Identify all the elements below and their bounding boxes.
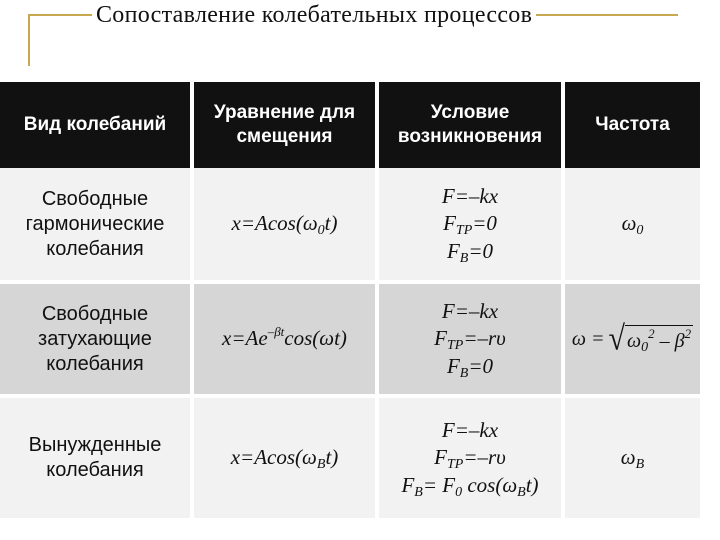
table-header-row xyxy=(0,82,700,168)
condition-external-force: $F_B=0$ xyxy=(446,238,494,266)
equation-text: $x=Acos(\omega_Bt)$ xyxy=(230,445,339,473)
cell-frequency xyxy=(565,398,700,518)
cell-equation xyxy=(194,284,379,398)
frequency-formula: $\omega_0$ xyxy=(621,211,644,239)
cell-equation xyxy=(194,398,379,518)
oscillation-type-label: Свободные гармонические колебания xyxy=(25,187,165,260)
oscillation-type-label: Свободные затухающие колебания xyxy=(38,302,152,375)
slide-title: Сопоставление колебательных процессов xyxy=(92,2,536,29)
cell-equation xyxy=(194,168,379,284)
cell-type xyxy=(0,168,194,284)
table-row-free-harmonic xyxy=(0,168,700,284)
comparison-table xyxy=(0,82,700,518)
condition-elastic-force: F=–kx xyxy=(441,299,499,324)
header-frequency: Частота xyxy=(565,82,700,168)
cell-type xyxy=(0,284,194,398)
cell-conditions xyxy=(379,398,565,518)
table-row-forced xyxy=(0,398,700,518)
header-displacement-equation: Уравнение для смещения xyxy=(194,82,379,168)
condition-elastic-force: F=–kx xyxy=(441,184,499,209)
cell-frequency xyxy=(565,168,700,284)
damped-frequency-formula: ω = √ $\omega_0^2 - \beta^2$ xyxy=(571,319,692,358)
condition-external-force: $F_B= F_0$ $\cos(\omega_Bt)$ xyxy=(401,472,539,500)
equation-text: $x=Acos(\omega_0t)$ xyxy=(231,211,338,239)
radicand: $\omega_0^2 - \beta^2$ xyxy=(627,325,692,355)
frequency-formula: $\omega_B$ xyxy=(620,445,645,473)
condition-elastic-force: F=–kx xyxy=(441,418,499,443)
condition-friction-force: $F_{TP}=-r\upsilon$ xyxy=(434,326,506,354)
header-oscillation-type: Вид колебаний xyxy=(0,82,194,168)
condition-friction-force: $F_{TP}=-r\upsilon$ xyxy=(434,445,506,473)
oscillation-type-label: Вынужденные колебания xyxy=(28,434,162,481)
cell-conditions xyxy=(379,168,565,284)
cell-conditions xyxy=(379,284,565,398)
header-occurrence-condition: Условие возникновения xyxy=(379,82,565,168)
equation-text: $x=Ae^{-\beta t}\cos(\omega t)$ xyxy=(222,324,347,351)
condition-external-force: $F_B=0$ xyxy=(446,353,494,381)
cell-type xyxy=(0,398,194,518)
condition-friction-force: $F_{TP}=0$ xyxy=(443,211,497,239)
table-row-free-damped xyxy=(0,284,700,398)
square-root-sign: √ xyxy=(608,319,625,358)
cell-frequency xyxy=(565,284,700,398)
title-frame-left-line xyxy=(28,14,30,66)
